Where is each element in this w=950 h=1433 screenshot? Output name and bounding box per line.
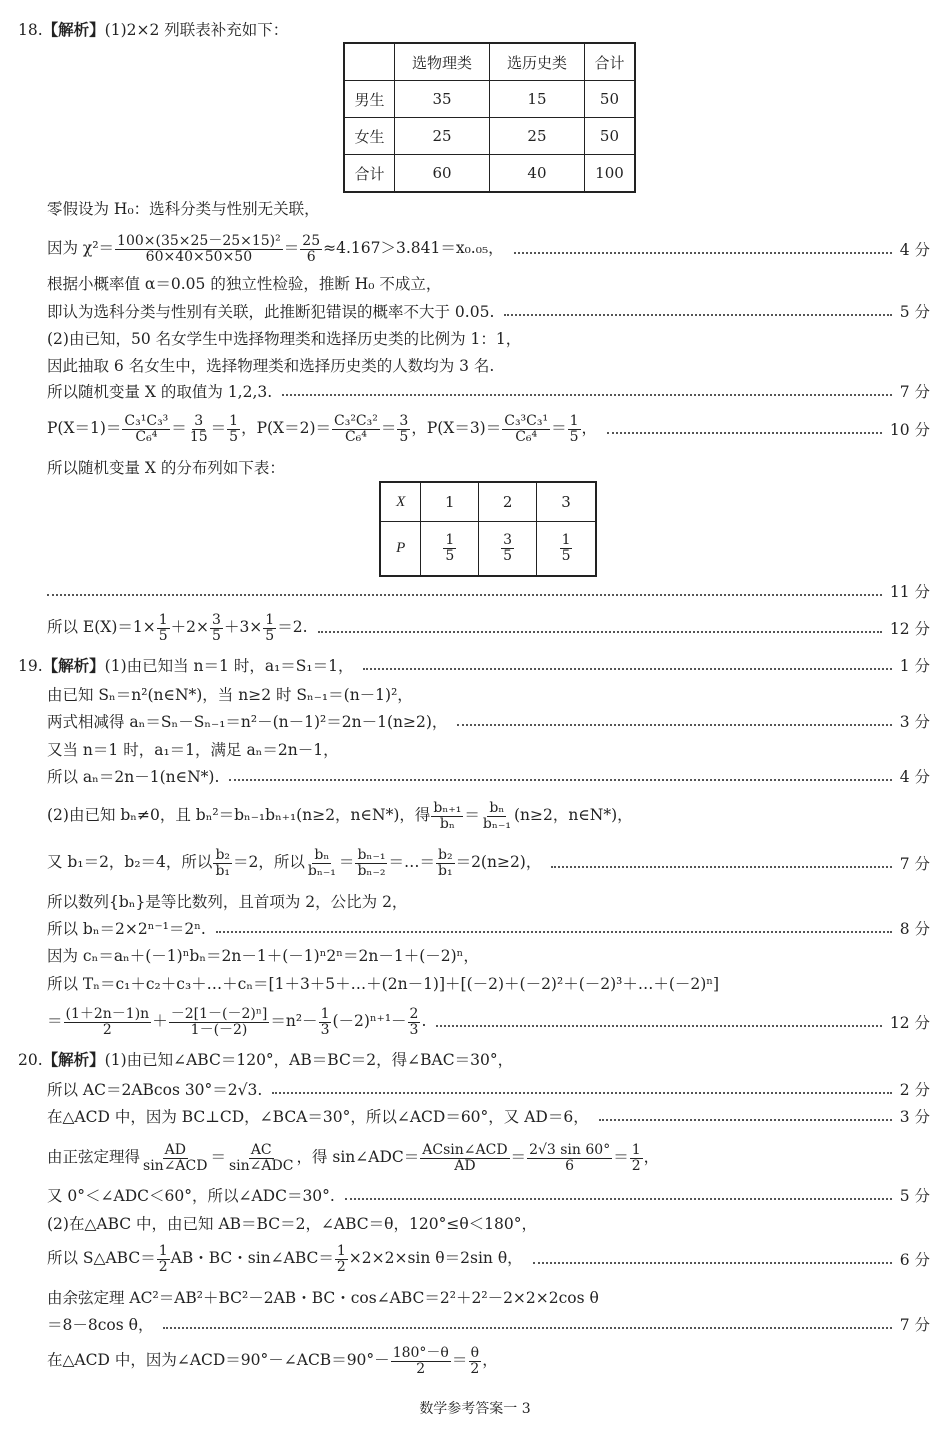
text-seg: ＝2(n≥2)， <box>455 853 542 871</box>
text-line: 所以 aₙ＝2n－1(n∈N*). <box>47 768 220 786</box>
denominator: 5 <box>445 547 455 564</box>
denominator: 15 <box>189 428 208 445</box>
text-line: 两式相减得 aₙ＝Sₙ－Sₙ₋₁＝n²－(n－1)²＝2n－1(n≥2)， <box>47 713 448 731</box>
denominator: bₙ₋₂ <box>357 862 386 879</box>
denominator: 3 <box>409 1021 419 1038</box>
text-seg: ≈4.167＞3.841＝x₀.₀₅， <box>323 239 504 257</box>
numerator: AC <box>250 1141 272 1158</box>
fraction <box>431 801 463 831</box>
leader-dots <box>599 1119 892 1121</box>
text-line: 因此抽取 6 名女生中，选择物理类和选择历史类的人数均为 3 名. <box>47 357 495 375</box>
table-cell: 25 <box>489 118 584 155</box>
denominator: 5 <box>212 627 221 644</box>
q19-number: 19. <box>18 657 43 675</box>
score: 5 分 <box>899 1187 930 1205</box>
denominator: 6 <box>306 248 316 265</box>
fraction <box>169 1007 270 1037</box>
q18-tag: 【解析】 <box>42 20 105 39</box>
fraction <box>300 234 322 264</box>
numerator: 2 <box>409 1005 419 1022</box>
numerator: C₃³C₃¹ <box>504 412 549 429</box>
table-cell: 选物理类 <box>395 43 490 81</box>
denominator: 5 <box>229 428 239 445</box>
text-seg: ＋3× <box>223 618 263 636</box>
fraction <box>408 1007 421 1037</box>
fraction <box>501 533 514 563</box>
q20-line-4 <box>0 1138 950 1178</box>
table-cell: 1 <box>421 482 479 522</box>
text-line: 又 b₁＝2，b₂＝4，所以 $\frac{\text{b₂}}{\text{b₁}}$ ＝2，所以 $\frac{\text{bₙ}}{\text{bₙ₋₁}}$ ＝ $\frac{\text{bₙ₋₁}}{\text{bₙ₋₂}}$ ＝…＝ $\frac{\text{b₂}}{\text{b₁}}$ ＝2(n≥2)， <box>47 846 542 879</box>
text-line: 由已知 Sₙ＝n²(n∈N*)，当 n≥2 时 Sₙ₋₁＝(n－1)²， <box>47 686 413 704</box>
text-seg: ， <box>482 1351 498 1369</box>
q18-number: 18. <box>18 21 43 39</box>
table-cell: 合计 <box>584 43 635 81</box>
distribution-table <box>379 481 597 577</box>
table-cell: P <box>380 522 421 576</box>
text-seg: P(X＝1)＝ <box>47 419 122 437</box>
leader-dots <box>345 1198 892 1200</box>
denominator: C₆⁴ <box>344 428 367 445</box>
leader-dots <box>504 314 891 316</box>
score: 2 分 <box>899 1081 930 1099</box>
fraction <box>227 1143 295 1173</box>
fraction <box>481 801 513 831</box>
leader-dots <box>607 432 882 434</box>
score: 3 分 <box>899 1108 930 1126</box>
denominator: 3 <box>320 1021 330 1038</box>
text-seg: ，得 sin∠ADC＝ <box>296 1148 420 1166</box>
numerator: bₙ <box>314 846 330 863</box>
fraction <box>443 533 456 563</box>
numerator: 1 <box>631 1141 641 1158</box>
text-line: 即认为选科分类与性别有关联，此推断犯错误的概率不大于 0.05. <box>47 303 495 321</box>
denominator: bₙ₋₁ <box>482 815 511 832</box>
fraction <box>64 1007 152 1037</box>
q19-line-8 <box>0 886 950 916</box>
numerator: 1 <box>158 1242 168 1259</box>
numerator: 2√3 sin 60° <box>529 1141 611 1158</box>
q20-line-7 <box>0 1240 950 1278</box>
table-row <box>380 522 596 576</box>
q18-line-1 <box>0 193 950 223</box>
fraction <box>210 613 223 643</box>
denominator: 5 <box>158 627 168 644</box>
text-line: (2)由已知 bₙ≠0，且 bₙ²＝bₙ₋₁bₙ₊₁(n≥2，n∈N*)，得 $\frac{\text{bₙ₊₁}}{\text{bₙ}}$ ＝ $\frac{\text{bₙ}}{\text{bₙ₋₁}}$ (n≥2，n∈N*)， <box>47 799 633 832</box>
text-seg: (1)由已知当 n＝1 时，a₁＝S₁＝1， <box>104 657 354 675</box>
denominator: 5 <box>569 428 579 445</box>
denominator: bₙ <box>439 815 455 832</box>
q20-line-2 <box>0 1074 950 1104</box>
text-seg: ＝ <box>551 419 567 437</box>
text-seg: ＋2× <box>170 618 210 636</box>
text-seg: AB・BC・sin∠ABC＝ <box>170 1249 334 1267</box>
text-line: (2)由已知，50 名女学生中选择物理类和选择历史类的比例为 1：1， <box>47 330 522 348</box>
denominator: AD <box>454 1157 476 1174</box>
numerator: 180°－θ <box>392 1344 449 1361</box>
fraction <box>227 414 240 444</box>
numerator: 1 <box>320 1005 330 1022</box>
leader-dots <box>457 724 891 726</box>
q18-intro: (1)2×2 列联表补充如下： <box>104 21 289 39</box>
text-seg: (2)由已知 bₙ≠0，且 bₙ²＝bₙ₋₁bₙ₊₁(n≥2，n∈N*)，得 <box>47 806 431 824</box>
table-cell: X <box>380 482 421 522</box>
table-cell: 3 <box>537 482 596 522</box>
text-seg: (1)由已知∠ABC＝120°，AB＝BC＝2，得∠BAC＝30°， <box>104 1051 514 1069</box>
numerator: 1 <box>569 412 579 429</box>
denominator: 5 <box>399 428 409 445</box>
numerator: 1 <box>336 1242 346 1259</box>
numerator: ACsin∠ACD <box>422 1141 508 1158</box>
denominator: b₁ <box>437 862 453 879</box>
q19-tag: 【解析】 <box>42 656 105 675</box>
q19-line-5 <box>0 761 950 791</box>
score: 5 分 <box>899 303 930 321</box>
contingency-table <box>343 42 636 193</box>
q20-tag: 【解析】 <box>42 1050 105 1069</box>
fraction <box>157 613 170 643</box>
q19-line-10 <box>0 940 950 970</box>
denominator: 5 <box>265 627 275 644</box>
score: 3 分 <box>899 713 930 731</box>
denominator: sin∠ADC <box>229 1157 294 1174</box>
q18-line-10 <box>0 576 950 606</box>
numerator: b₂ <box>437 846 453 863</box>
q20-line-10 <box>0 1342 950 1380</box>
text-seg: ×2×2×sin θ＝2sin θ， <box>348 1249 523 1267</box>
fraction <box>568 414 581 444</box>
text-seg: ＝…＝ <box>388 853 435 871</box>
denominator: 5 <box>503 547 513 564</box>
fraction <box>157 1244 170 1274</box>
text-seg: ，P(X＝2)＝ <box>241 419 331 437</box>
fraction <box>420 1143 509 1173</box>
text-seg: 所以 S△ABC＝ <box>47 1249 156 1267</box>
numerator: 3 <box>399 412 409 429</box>
text-line: 所以 AC＝2ABcos 30°＝2√3. <box>47 1081 263 1099</box>
numerator: 1 <box>229 412 239 429</box>
q18-heading-line <box>0 14 950 44</box>
text-line <box>47 1007 426 1037</box>
denominator: C₆⁴ <box>515 428 538 445</box>
numerator: bₙ₋₁ <box>357 846 386 863</box>
text-line: 由正弦定理得 $\frac{AD}{\text{sin∠ACD}}$ ＝ $\frac{AC}{\text{sin∠ADC}}$ ，得 sin∠ADC＝ $\frac{\text{ACsin∠ACD}}{AD}$ ＝ $\frac{2√3 \sin 60^\circ}{6}$ ＝ $\frac{1}{2}$ ， <box>47 1141 660 1174</box>
text-seg: 因为 χ²＝ <box>47 239 115 257</box>
numerator: 1 <box>158 611 168 628</box>
score: 12 分 <box>889 620 930 638</box>
q18-line-2 <box>0 231 950 267</box>
numerator: C₃²C₃² <box>334 412 378 429</box>
denominator: 5 <box>561 547 571 564</box>
fraction <box>141 1143 209 1173</box>
fraction <box>355 848 387 878</box>
q20-number: 20. <box>18 1051 43 1069</box>
table-cell: 35 <box>395 81 490 118</box>
fraction <box>436 848 455 878</box>
score: 8 分 <box>899 920 930 938</box>
score: 7 分 <box>899 1316 930 1334</box>
numerator: (1＋2n－1)n <box>65 1005 150 1022</box>
numerator: θ <box>470 1344 480 1361</box>
numerator: 1 <box>445 532 455 549</box>
fraction <box>188 414 210 444</box>
denominator: 2 <box>102 1021 112 1038</box>
fraction <box>527 1143 612 1173</box>
text-line: 所以 bₙ＝2×2ⁿ⁻¹＝2ⁿ. <box>47 920 206 938</box>
text-seg: ＝2，所以 <box>233 853 305 871</box>
numerator: 3 <box>194 412 204 429</box>
table-cell: 40 <box>489 155 584 193</box>
table-cell <box>479 522 537 576</box>
q20-line-3 <box>0 1101 950 1131</box>
text-line <box>47 613 308 643</box>
denominator: 2 <box>416 1360 426 1377</box>
table-cell: 选历史类 <box>489 43 584 81</box>
text-line: (2)在△ABC 中，由已知 AB＝BC＝2，∠ABC＝θ，120°≤θ＜180°， <box>47 1215 537 1233</box>
text-seg: ， <box>643 1148 660 1166</box>
score: 1 分 <box>899 657 930 675</box>
table-cell: 50 <box>584 81 635 118</box>
q19-line-11 <box>0 968 950 998</box>
text-seg: 在△ACD 中，因为∠ACD＝90°－∠ACB＝90°－ <box>47 1351 390 1369</box>
leader-dots <box>163 1327 891 1329</box>
fraction <box>560 533 573 563</box>
text-seg: ＝n²－ <box>270 1012 318 1030</box>
score: 7 分 <box>899 383 930 401</box>
text-seg: ＝ <box>380 419 397 437</box>
table-cell <box>537 522 596 576</box>
q19-line-1 <box>0 650 950 680</box>
fraction <box>502 414 550 444</box>
numerator: AD <box>164 1141 186 1158</box>
numerator: 100×(35×25－25×15)² <box>117 232 281 249</box>
q18-line-5 <box>0 323 950 353</box>
q19-line-12 <box>0 1003 950 1041</box>
numerator: 3 <box>212 611 221 628</box>
score: 7 分 <box>899 855 930 873</box>
text-seg: . <box>421 1012 427 1030</box>
table-cell: 25 <box>395 118 490 155</box>
leader-dots <box>216 931 892 933</box>
fraction <box>213 848 232 878</box>
q18-line-7 <box>0 376 950 406</box>
fraction <box>335 1244 348 1274</box>
table-cell: 2 <box>479 482 537 522</box>
table-row <box>344 155 635 193</box>
leader-dots <box>282 394 892 396</box>
q19-line-9 <box>0 913 950 943</box>
denominator: 6 <box>565 1157 575 1174</box>
text-line <box>47 1244 523 1274</box>
table-cell: 15 <box>489 81 584 118</box>
text-seg: ＋ <box>152 1012 168 1030</box>
text-seg: ＝2. <box>277 618 308 636</box>
text-seg: 又 b₁＝2，b₂＝4，所以 <box>47 853 213 871</box>
q20-line-1 <box>0 1044 950 1074</box>
text-line <box>47 234 504 264</box>
text-line: 所以 Tₙ＝c₁＋c₂＋c₃＋…＋cₙ＝[1＋3＋5＋…＋(2n－1)]＋[(－2)＋(－2)²＋(－2)³＋…＋(－2)ⁿ] <box>47 975 720 993</box>
leader-dots <box>551 866 891 868</box>
leader-dots <box>533 1262 892 1264</box>
text-line: ＝8－8cos θ， <box>47 1316 154 1334</box>
score: 6 分 <box>899 1251 930 1269</box>
fraction <box>306 848 338 878</box>
numerator: bₙ <box>489 799 505 816</box>
leader-dots <box>272 1092 891 1094</box>
numerator: －2[1－(－2)ⁿ] <box>170 1005 268 1022</box>
numerator: 25 <box>302 232 321 249</box>
score: 11 分 <box>889 583 930 601</box>
table-cell: 女生 <box>344 118 395 155</box>
table-cell <box>344 43 395 81</box>
q18-line-9 <box>0 452 950 482</box>
table-cell: 合计 <box>344 155 395 193</box>
score: 4 分 <box>899 768 930 786</box>
denominator: b₁ <box>215 862 231 879</box>
q19-line-6 <box>0 796 950 836</box>
q18-line-11 <box>0 610 950 646</box>
text-line: 又当 n＝1 时，a₁＝1，满足 aₙ＝2n－1， <box>47 741 339 759</box>
table-row <box>344 81 635 118</box>
score: 12 分 <box>889 1014 930 1032</box>
q19-line-7 <box>0 843 950 883</box>
denominator: 60×40×50×50 <box>145 248 253 265</box>
text-seg: ＝ <box>283 239 300 257</box>
table-cell: 50 <box>584 118 635 155</box>
denominator: 1－(－2) <box>190 1021 248 1038</box>
text-line: 在△ACD 中，因为 BC⊥CD，∠BCA＝30°，所以∠ACD＝60°，又 AD＝6， <box>47 1108 589 1126</box>
table-cell: 男生 <box>344 81 395 118</box>
denominator: sin∠ACD <box>143 1157 208 1174</box>
text-seg: ，P(X＝3)＝ <box>411 419 502 437</box>
leader-dots <box>436 1025 881 1027</box>
text-seg: (－2)ⁿ⁺¹－ <box>332 1012 407 1030</box>
q20-line-8 <box>0 1282 950 1312</box>
table-cell: 60 <box>395 155 490 193</box>
q20-line-9 <box>0 1309 950 1339</box>
table-cell <box>421 522 479 576</box>
fraction <box>332 414 380 444</box>
text-seg: ＝ <box>47 1012 63 1030</box>
denominator: 2 <box>631 1157 641 1174</box>
score: 4 分 <box>899 241 930 259</box>
table-row <box>344 118 635 155</box>
text-seg: (n≥2，n∈N*)， <box>513 806 633 824</box>
denominator: 2 <box>470 1360 480 1377</box>
leader-dots <box>229 779 891 781</box>
q20-line-6 <box>0 1208 950 1238</box>
leader-dots <box>514 252 892 254</box>
text-line: 又 0°＜∠ADC＜60°，所以∠ADC＝30°. <box>47 1187 335 1205</box>
q20-line-5 <box>0 1180 950 1210</box>
text-seg: ＝ <box>210 419 227 437</box>
numerator: b₂ <box>215 846 231 863</box>
q18-line-8 <box>0 410 950 448</box>
leader-dots <box>363 668 891 670</box>
table-header-row <box>344 43 635 81</box>
fraction <box>391 1346 451 1376</box>
text-seg: ＝ <box>171 419 187 437</box>
text-seg: 所以 E(X)＝1× <box>47 618 156 636</box>
fraction <box>115 234 283 264</box>
fraction <box>263 613 276 643</box>
text-line: 在△ACD 中，因为∠ACD＝90°－∠ACB＝90°－ $\frac{180^\circ-\theta}{2}$ ＝ $\frac{\theta}{2}$ ， <box>47 1344 498 1377</box>
text-line: 所以随机变量 X 的取值为 1,2,3. <box>47 383 273 401</box>
fraction <box>122 414 170 444</box>
numerator: bₙ₊₁ <box>433 799 462 816</box>
leader-dots <box>47 594 882 596</box>
numerator: 1 <box>265 611 275 628</box>
leader-dots <box>318 631 882 633</box>
denominator: C₆⁴ <box>135 428 158 445</box>
denominator: bₙ₋₁ <box>307 862 336 879</box>
text-line: 所以随机变量 X 的分布列如下表： <box>47 459 285 477</box>
text-line: 零假设为 H₀：选科分类与性别无关联， <box>47 200 320 218</box>
score: 10 分 <box>889 421 930 439</box>
numerator: 1 <box>561 532 571 549</box>
text-line: P(X＝1)＝ $\frac{\text{C₃¹C₃³}}{\text{C₆⁴}}$ ＝ $\frac{3}{15}$ ＝ $\frac{1}{5}$ ，P(X＝2)＝ $\frac{\text{C₃²C₃²}}{\text{C₆⁴}}$ ＝ $\frac{3}{5}$ ，P(X＝3)＝ $\frac{\text{C₃³C₃¹}}{\text{C₆⁴}}$ ＝ $\frac{1}{5}$ ， <box>47 412 598 445</box>
table-cell: 100 <box>584 155 635 193</box>
q19-line-3 <box>0 706 950 736</box>
fraction <box>630 1143 643 1173</box>
denominator: 2 <box>158 1258 168 1275</box>
numerator: C₃¹C₃³ <box>124 412 169 429</box>
text-line: 由余弦定理 AC²＝AB²＋BC²－2AB・BC・cos∠ABC＝2²＋2²－2×2×2cos θ <box>47 1289 599 1307</box>
q18-line-4 <box>0 296 950 326</box>
fraction <box>397 414 410 444</box>
fraction <box>468 1346 481 1376</box>
denominator: 2 <box>336 1258 346 1275</box>
text-seg: 由正弦定理得 <box>47 1148 141 1166</box>
q19-line-2 <box>0 679 950 709</box>
text-line: 因为 cₙ＝aₙ＋(－1)ⁿbₙ＝2n－1＋(－1)ⁿ2ⁿ＝2n－1＋(－2)ⁿ， <box>47 947 479 965</box>
numerator: 3 <box>503 532 513 549</box>
table-row <box>380 482 596 522</box>
q18-line-3 <box>0 268 950 298</box>
text-line: 所以数列{bₙ}是等比数列，且首项为 2，公比为 2， <box>47 893 408 911</box>
page-footer: 数学参考答案一 3 <box>419 1401 531 1417</box>
text-line: 根据小概率值 α＝0.05 的独立性检验，推断 H₀ 不成立， <box>47 275 442 293</box>
fraction <box>319 1007 332 1037</box>
q19-line-4 <box>0 734 950 764</box>
